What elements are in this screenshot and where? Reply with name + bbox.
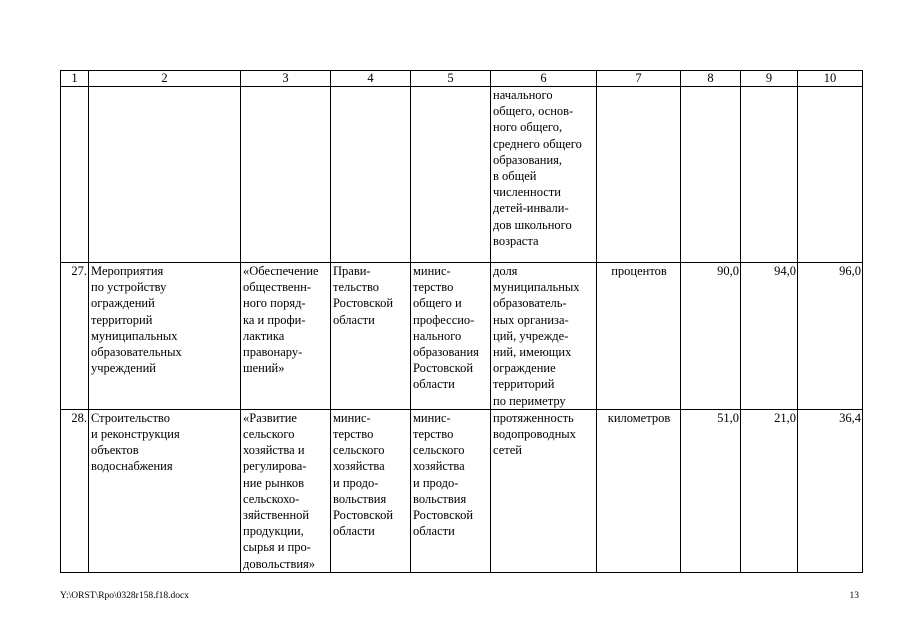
text-line: Строительство (91, 410, 171, 425)
file-path-footer: Y:\ORST\Rpo\0328r158.f18.docx (60, 591, 189, 601)
column-number: 9 (741, 71, 798, 87)
column-number: 7 (597, 71, 681, 87)
text-line: хозяйства (413, 459, 465, 474)
cell-value: 94,0 (741, 263, 798, 410)
text-line: сетей (493, 443, 522, 458)
text-line: области (333, 312, 375, 327)
cell-value: 36,4 (798, 409, 863, 572)
text-line: численности (493, 185, 561, 200)
cell-program (241, 263, 331, 410)
text-line: области (413, 524, 455, 539)
cell-responsible (331, 409, 411, 572)
text-line: Ростовской (333, 296, 394, 311)
text-line: Ростовской (333, 508, 394, 523)
cell-value (681, 87, 741, 263)
text-line: муниципальных (493, 280, 580, 295)
text-line: территорий (493, 377, 555, 392)
text-line: возраста (493, 233, 539, 248)
cell-unit: процентов (597, 263, 681, 410)
text-line: среднего общего (493, 136, 582, 151)
page-number: 13 (849, 591, 859, 601)
text-line: хозяйства и (243, 443, 305, 458)
text-line: ние рынков (243, 475, 304, 490)
text-line: области (413, 377, 455, 392)
text-line: детей-инвали- (493, 201, 569, 216)
text-line: профессио- (413, 312, 475, 327)
text-line: Ростовской (413, 361, 474, 376)
column-number: 8 (681, 71, 741, 87)
text-line: дов школьного (493, 217, 572, 232)
text-line: водоснабжения (91, 459, 173, 474)
text-line: Прави- (333, 264, 371, 278)
text-line: довольствия» (243, 556, 316, 571)
text-line: шений» (243, 361, 285, 376)
cell-coexecutor (411, 263, 491, 410)
cell-indicator (491, 87, 597, 263)
text-line: ций, учрежде- (493, 328, 569, 343)
text-line: ных организа- (493, 312, 569, 327)
text-line: сельского (413, 443, 465, 458)
cell-indicator (491, 409, 597, 572)
cell-coexecutor (411, 87, 491, 263)
text-line: общественн- (243, 280, 312, 295)
text-line: протяженность (493, 410, 574, 425)
text-line: сырья и про- (243, 540, 311, 555)
table-row (61, 87, 863, 263)
cell-value: 90,0 (681, 263, 741, 410)
text-line: терство (333, 427, 374, 442)
cell-num (61, 87, 89, 263)
text-line: объектов (91, 443, 139, 458)
column-number: 2 (89, 71, 241, 87)
text-line: сельского (243, 427, 295, 442)
text-line: общего, основ- (493, 104, 574, 119)
column-number: 5 (411, 71, 491, 87)
cell-measure (89, 409, 241, 572)
column-number: 3 (241, 71, 331, 87)
cell-responsible (331, 87, 411, 263)
column-number-row (61, 71, 863, 87)
text-line: ка и профи- (243, 312, 306, 327)
text-line: и продо- (413, 475, 459, 490)
text-line: в общей (493, 169, 537, 184)
text-line: правонару- (243, 345, 303, 360)
cell-program (241, 87, 331, 263)
table-row (61, 409, 863, 572)
cell-value (798, 87, 863, 263)
text-line: образователь- (493, 296, 567, 311)
text-line: минис- (333, 410, 371, 425)
table-row (61, 263, 863, 410)
text-line: лактика (243, 328, 285, 343)
measures-table (60, 70, 863, 573)
text-line: тельство (333, 280, 380, 295)
text-line: Мероприятия (91, 264, 164, 278)
cell-measure (89, 87, 241, 263)
cell-responsible (331, 263, 411, 410)
text-line: регулирова- (243, 459, 307, 474)
text-line: по периметру (493, 393, 566, 408)
text-line: территорий (91, 312, 153, 327)
text-line: минис- (413, 410, 451, 425)
text-line: «Развитие (243, 410, 297, 425)
text-line: ний, имеющих (493, 345, 572, 360)
text-line: хозяйства (333, 459, 385, 474)
column-number: 6 (491, 71, 597, 87)
cell-value: 96,0 (798, 263, 863, 410)
row-number: 27. (61, 263, 89, 410)
text-line: начального (493, 88, 553, 102)
text-line: области (333, 524, 375, 539)
text-line: образования (413, 345, 479, 360)
column-number: 1 (61, 71, 89, 87)
column-number: 10 (798, 71, 863, 87)
text-line: зяйственной (243, 508, 310, 523)
text-line: терство (413, 427, 454, 442)
cell-indicator (491, 263, 597, 410)
text-line: и реконструкция (91, 427, 180, 442)
text-line: учреждений (91, 361, 156, 376)
text-line: ограждений (91, 296, 155, 311)
cell-coexecutor (411, 409, 491, 572)
cell-measure (89, 263, 241, 410)
text-line: по устройству (91, 280, 167, 295)
text-line: ного поряд- (243, 296, 306, 311)
row-number: 28. (61, 409, 89, 572)
cell-value (741, 87, 798, 263)
column-number: 4 (331, 71, 411, 87)
text-line: вольствия (333, 491, 387, 506)
cell-unit: километров (597, 409, 681, 572)
text-line: общего и (413, 296, 462, 311)
text-line: образования, (493, 152, 563, 167)
text-line: продукции, (243, 524, 304, 539)
text-line: и продо- (333, 475, 379, 490)
text-line: «Обеспечение (243, 264, 319, 278)
cell-value: 51,0 (681, 409, 741, 572)
text-line: минис- (413, 264, 451, 278)
cell-unit (597, 87, 681, 263)
text-line: водопроводных (493, 427, 576, 442)
cell-program (241, 409, 331, 572)
cell-value: 21,0 (741, 409, 798, 572)
text-line: доля (493, 264, 518, 278)
text-line: вольствия (413, 491, 467, 506)
text-line: ного общего, (493, 120, 563, 135)
text-line: образовательных (91, 345, 182, 360)
text-line: ограждение (493, 361, 556, 376)
text-line: терство (413, 280, 454, 295)
text-line: Ростовской (413, 508, 474, 523)
text-line: муниципальных (91, 328, 178, 343)
text-line: сельскохо- (243, 491, 300, 506)
text-line: нального (413, 328, 462, 343)
text-line: сельского (333, 443, 385, 458)
